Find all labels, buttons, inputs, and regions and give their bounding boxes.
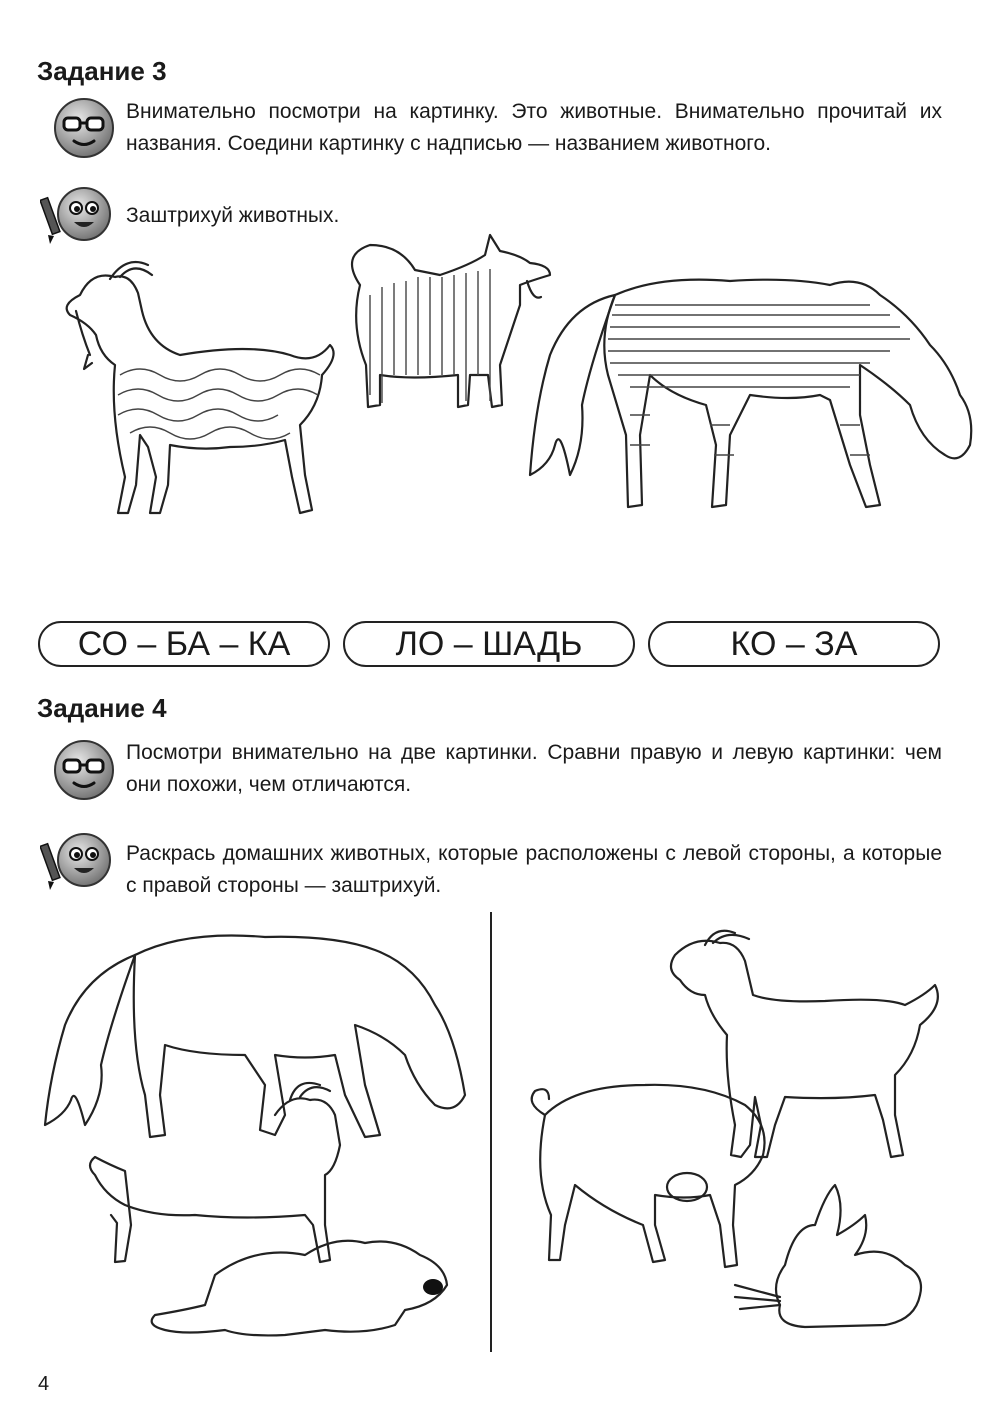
glasses-smiley-icon [52, 96, 116, 165]
goat-illustration [90, 1083, 340, 1262]
task4-instruction-2: Раскрась домашних животных, которые расположены с левой стороны, а которые с правой стороны — заштрихуй. [126, 842, 942, 897]
page-number: 4 [38, 1373, 50, 1395]
pig-illustration [532, 1085, 765, 1267]
glasses-smiley-icon [52, 738, 116, 807]
task3-animals-drawing [30, 215, 990, 535]
task3-title: Задание 3 [37, 56, 167, 86]
task4-instruction-1: Посмотри внимательно на две картинки. Сравни правую и левую картинки: чем они похожи, чем отличаются. [126, 741, 942, 796]
task4-left-animals-drawing [35, 925, 475, 1365]
goat-illustration [67, 262, 334, 513]
vertical-divider [490, 912, 492, 1352]
task4-right-animals-drawing [505, 925, 945, 1365]
task3-instruction-2: Заштрихуй животных. [126, 204, 340, 227]
word-pill-dog[interactable]: СО – БА – КА [38, 621, 330, 667]
task4-title: Задание 4 [37, 693, 167, 723]
goat-illustration [671, 931, 938, 1157]
word-pill-goat[interactable]: КО – ЗА [648, 621, 940, 667]
task3-instruction-1: Внимательно посмотри на картинку. Это животные. Внимательно прочитай их названия. Соедини картинку с надписью — названием животного. [126, 100, 942, 155]
dog-illustration [352, 235, 550, 407]
pencil-smiley-icon [40, 832, 114, 897]
horse-illustration [530, 280, 971, 507]
dog-illustration [152, 1241, 447, 1336]
rabbit-illustration [735, 1185, 921, 1327]
horse-illustration [45, 935, 465, 1137]
word-pill-horse[interactable]: ЛО – ШАДЬ [343, 621, 635, 667]
